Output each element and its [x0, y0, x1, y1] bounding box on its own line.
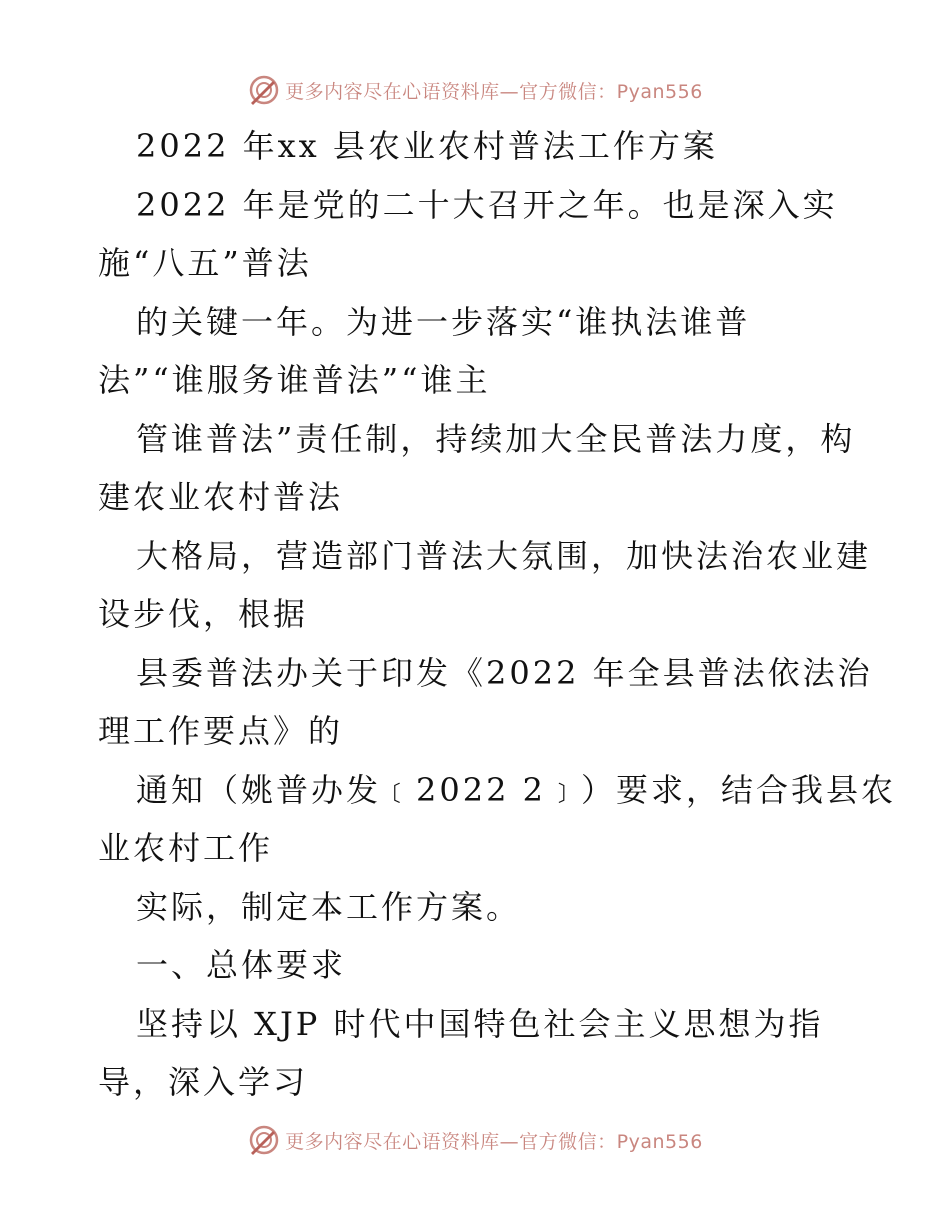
body-line: 导，深入学习 [98, 1063, 309, 1101]
body-line: 理工作要点》的 [98, 712, 344, 750]
body-line: 建农业农村普法 [98, 478, 344, 516]
body-line: 设步伐，根据 [98, 595, 309, 633]
body-line: 实际，制定本工作方案。 [136, 888, 522, 926]
body-line: 的关键一年。为进一步落实“谁执法谁普 [136, 303, 751, 341]
quill-seal-icon [247, 1123, 281, 1157]
watermark-text: 更多内容尽在心语资料库—官方微信：Pyan556 [285, 1130, 703, 1153]
footer-watermark [0, 1120, 950, 1160]
body-line: 大格局，营造部门普法大氛围，加快法治农业建 [136, 537, 872, 575]
body-line: 业农村工作 [98, 829, 274, 867]
body-line: 通知（姚普办发﹝2022 2﹞）要求，结合我县农 [136, 771, 896, 809]
header-watermark [0, 70, 950, 110]
section-heading: 一、总体要求 [136, 946, 347, 984]
body-line: 法”“谁服务谁普法”“谁主 [98, 361, 491, 399]
body-line: 2022 年是党的二十大召开之年。也是深入实 [136, 186, 838, 224]
quill-seal-icon [247, 73, 281, 107]
document-title: 2022 年xx 县农业农村普法工作方案 [136, 127, 718, 165]
watermark-text: 更多内容尽在心语资料库—官方微信：Pyan556 [285, 80, 703, 103]
body-line: 坚持以 XJP 时代中国特色社会主义思想为指 [136, 1005, 824, 1043]
body-line: 施“八五”普法 [98, 244, 312, 282]
body-line: 管谁普法”责任制，持续加大全民普法力度，构 [136, 420, 856, 458]
body-line: 县委普法办关于印发《2022 年全县普法依法治 [136, 654, 873, 692]
